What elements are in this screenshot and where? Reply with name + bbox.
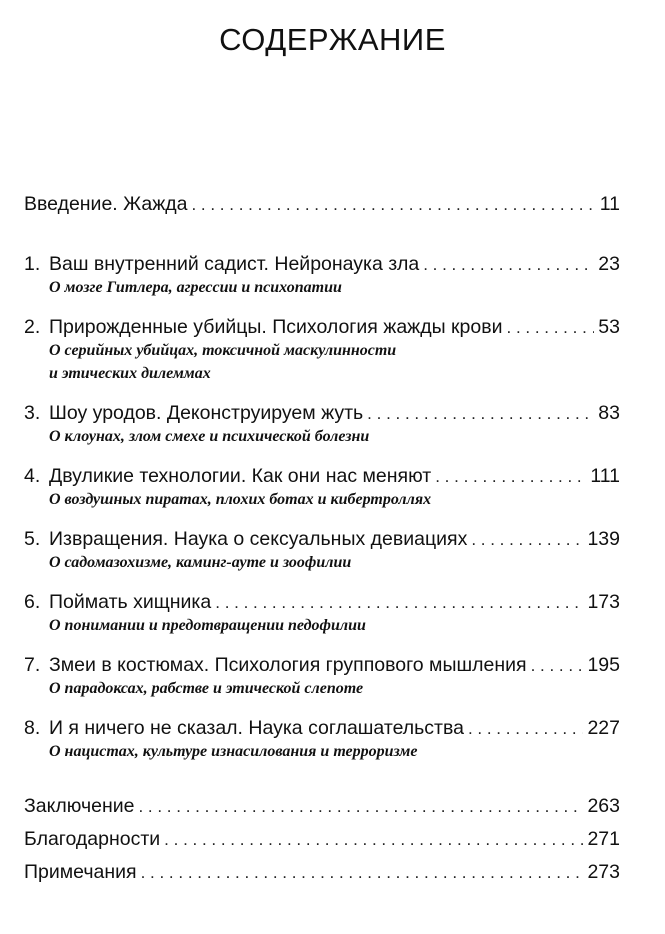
toc-entry-intro <box>24 187 620 222</box>
chapter-subtitle: О клоунах, злом смехе и психической болезни <box>49 428 370 445</box>
chapter-number: 8. <box>24 717 41 739</box>
dot-leader <box>141 856 584 889</box>
dot-leader <box>507 311 595 345</box>
chapter-subtitle: О понимании и предотвращении педофилии <box>49 617 366 634</box>
page-number: 23 <box>598 253 620 275</box>
chapter-title: Шоу уродов. Деконструируем жуть <box>49 402 364 424</box>
toc-line <box>24 856 620 889</box>
chapter-subtitle: О парадоксах, рабстве и этической слепоте <box>49 680 364 697</box>
page-number: 227 <box>587 717 620 739</box>
toc-line <box>24 187 620 222</box>
entry-label: Примечания <box>24 861 137 883</box>
toc-line <box>24 823 620 856</box>
toc-chapter-8 <box>24 711 620 763</box>
toc-chapter-6 <box>24 585 620 637</box>
page-number: 195 <box>587 654 620 676</box>
toc-line <box>24 790 620 823</box>
chapter-title: Извращения. Наука о сексуальных девиациях <box>49 528 468 550</box>
toc-entry-notes <box>24 856 620 889</box>
dot-leader <box>138 790 583 823</box>
page-number: 173 <box>587 591 620 613</box>
chapter-number: 3. <box>24 402 41 424</box>
chapter-number: 4. <box>24 465 41 487</box>
chapter-subtitle: О серийных убийцах, токсичной маскулинности <box>49 342 397 359</box>
chapter-subtitle: О садомазохизме, каминг-ауте и зоофилии <box>49 554 352 571</box>
dot-leader <box>164 823 583 856</box>
chapter-title: Ваш внутренний садист. Нейронаука зла <box>49 253 420 275</box>
chapter-subtitle-cont: и этических дилеммах <box>49 365 211 382</box>
dot-leader <box>423 248 594 282</box>
table-of-contents <box>24 187 620 889</box>
dot-leader <box>531 649 584 683</box>
dot-leader <box>468 712 583 746</box>
toc-chapter-2 <box>24 310 620 385</box>
toc-chapter-1 <box>24 247 620 299</box>
chapter-number: 2. <box>24 316 41 338</box>
page-number: 53 <box>598 316 620 338</box>
page-title: СОДЕРЖАНИЕ <box>219 22 446 57</box>
entry-label: Благодарности <box>24 828 161 850</box>
page-number: 83 <box>598 402 620 424</box>
toc-chapter-5 <box>24 522 620 574</box>
chapter-title: Прирожденные убийцы. Психология жажды крови <box>49 316 503 338</box>
page-number: 273 <box>587 861 620 883</box>
chapter-number: 1. <box>24 253 41 275</box>
toc-chapter-7 <box>24 648 620 700</box>
page-number: 11 <box>599 193 620 215</box>
entry-label: Заключение <box>24 795 135 817</box>
toc-entry-acknowledgements <box>24 823 620 856</box>
toc-chapter-3 <box>24 396 620 448</box>
page-number: 271 <box>587 828 620 850</box>
chapter-title: Двуликие технологии. Как они нас меняют <box>49 465 432 487</box>
chapter-title: И я ничего не сказал. Наука соглашательства <box>49 717 464 739</box>
dot-leader <box>471 523 583 557</box>
chapter-number: 6. <box>24 591 41 613</box>
chapter-number: 5. <box>24 528 41 550</box>
dot-leader <box>367 397 594 431</box>
page-number: 139 <box>587 528 620 550</box>
chapter-number: 7. <box>24 654 41 676</box>
chapter-subtitle: О мозге Гитлера, агрессии и психопатии <box>49 279 342 296</box>
dot-leader <box>435 460 586 494</box>
chapter-title: Поймать хищника <box>49 591 212 613</box>
toc-chapter-4 <box>24 459 620 511</box>
chapter-title: Змеи в костюмах. Психология группового мышления <box>49 654 527 676</box>
page-number: 111 <box>590 465 620 487</box>
chapter-subtitle: О воздушных пиратах, плохих ботах и кибертроллях <box>49 491 432 508</box>
dot-leader <box>191 188 595 222</box>
entry-label: Введение. Жажда <box>24 193 188 215</box>
chapter-subtitle: О нацистах, культуре изнасилования и терроризме <box>49 743 418 760</box>
page-number: 263 <box>587 795 620 817</box>
toc-entry-conclusion <box>24 790 620 823</box>
